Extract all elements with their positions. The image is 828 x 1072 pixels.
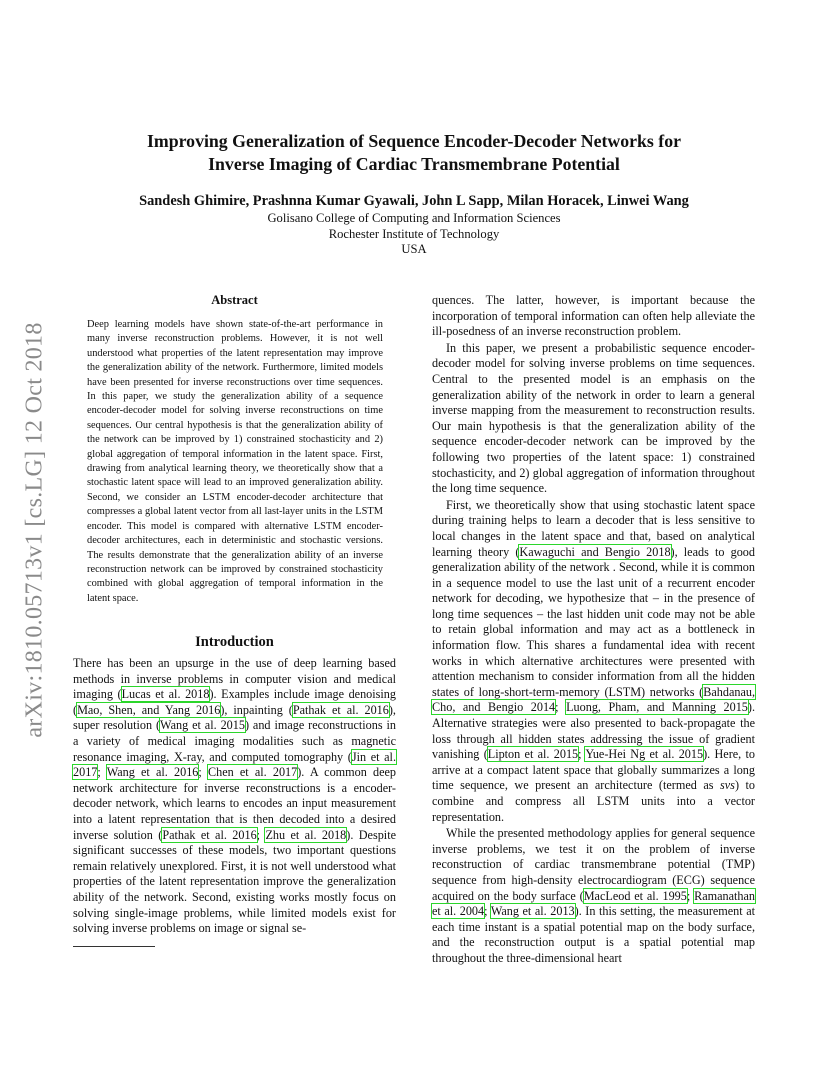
text-run: ). Examples include image denoising ( <box>73 687 396 717</box>
arxiv-stamp <box>15 310 55 750</box>
footnote-rule <box>73 946 155 947</box>
abstract-heading: Abstract <box>211 293 258 307</box>
text-run: ), super resolution ( <box>73 702 396 733</box>
paragraph-contribution: In this paper, we present a probabilistic sequence encoder-decoder model for solving inverse problems on time sequences. Central to the presented model is an emphasis on the generalization ability of the network in order to learn a general inverse mapping from the measurement to reconstruction results. Our main hypothesis is that the generalization ability of the sequence encoder-decoder network can be improved by the following two properties of the latent space: 1) constrained stochasticity, and 2) global aggregation of information throughout the long time sequence. <box>432 340 755 496</box>
citation-link[interactable]: Wang et al. 2015 <box>160 718 245 733</box>
paragraph-hypothesis <box>432 498 755 825</box>
affiliation-institute: Rochester Institute of Technology <box>328 227 500 241</box>
paper-title <box>100 130 728 176</box>
text-run: ; <box>578 747 586 762</box>
affiliation-country: USA <box>401 242 427 256</box>
citation-link[interactable]: Zhu et al. 2018 <box>265 827 347 842</box>
text-run: First, we theoretically show that using stochastic latent space during training helps to learn a decoder that is less sensitive to local changes in the latent space and that, based on analytical learning theory ( <box>432 497 755 559</box>
title-line-2: Inverse Imaging of Cardiac Transmembrane Potential <box>208 154 620 174</box>
citation-link[interactable]: Ramanathan et al. 2004 <box>432 888 755 919</box>
paragraph-application <box>432 826 755 966</box>
text-run: ). In this setting, the measurement at each time instant is a spatial potential map on the body surface, and the reconstruction output is a spatial potential map throughout the three-dimensional heart <box>432 904 756 965</box>
abstract-text: Deep learning models have shown state-of-the-art performance in many inverse reconstruction problems. However, it is not well understood what properties of the latent representation may improve the generalization ability of the network. Furthermore, limited models have been presented for inverse reconstructions over time sequences. In this paper, we study the generalization ability of a sequence encoder-decoder model for solving inverse reconstructions on time sequences. Our central hypothesis is that the generalization ability of the network can be improved by 1) constrained stochasticity and 2) global aggregation of temporal information in the latent space. First, drawing from analytical learning theory, we theoretically show that a stochastic latent space will lead to an improved generalization ability. Second, we consider an LSTM encoder-decoder architecture that compresses a global latent vector from all last-layer units in the LSTM encoder. This model is compared with alternative LSTM encoder-decoder architectures, each in deterministic and stochastic versions. The results demonstrate that the generalization ability of an inverse reconstruction network can be improved by constrained stochasticity combined with global aggregation of temporal information in the latent space. <box>87 319 383 604</box>
title-line-1: Improving Generalization of Sequence Encoder-Decoder Networks for <box>146 131 682 151</box>
text-run: ) to combine and compress all LSTM units into a vector representation. <box>432 778 755 824</box>
introduction-paragraph <box>73 656 396 937</box>
text-run: ). Despite significant successes of these models, two important questions remain relatively unexplored. First, it is not well understood what properties of the latent representation improve the generalization ability of the network. Second, existing works mostly focus on solving single-image problems, while limited models exist for solving inverse problems on image or signal se- <box>73 827 396 936</box>
citation-link[interactable]: Lucas et al. 2018 <box>121 687 210 702</box>
text-run: ; <box>198 765 208 780</box>
citation-link[interactable]: Pathak et al. 2016 <box>292 702 389 717</box>
citation-link[interactable]: Jin et al. 2017 <box>73 749 396 780</box>
text-run: ). A common deep network architecture for inverse reconstructions is a encoder-decoder network, which learns to encodes an input measurement into a latent representation that is then decoded into a desired inverse solution ( <box>73 765 396 842</box>
text-run: ), leads to good generalization ability of the network . Second, while it is common in a sequence model to use the last unit of a recurrent encoder network for decoding, we hypothesize that – in the presence of long time sequences – the last hidden unit code may not be able to retain global information and may act as a bottleneck in information flow. This shares a fundamental idea with recent works in which alternative architectures were presented with attention mechanism to consider information from all the hidden states of long-short-term-memory (LSTM) networks ( <box>432 544 755 699</box>
arxiv-stamp-text: arXiv:1810.05713v1 [cs.LG] 12 Oct 2018 <box>21 322 48 738</box>
text-run: ; <box>555 700 567 715</box>
text-run: ; <box>686 888 695 903</box>
citation-link[interactable]: Wang et al. 2016 <box>106 765 199 780</box>
text-run: There has been an upsurge in the use of deep learning based methods in inverse problems in computer vision and medical imaging ( <box>73 656 396 702</box>
text-run: ), inpainting ( <box>220 702 293 717</box>
citation-link[interactable]: Kawaguchi and Bengio 2018 <box>519 544 671 559</box>
text-run: ; <box>97 765 107 780</box>
text-run: ). Alternative strategies were also presented to back-propagate the loss through all hidden states addressing the issue of gradient vanishing ( <box>432 700 756 762</box>
paragraph-continuation: quences. The latter, however, is important because the incorporation of temporal information can often help alleviate the ill-posedness of an inverse reconstruction problem. <box>432 293 755 339</box>
text-run: ) and image reconstructions in a variety of medical imaging modalities such as magnetic resonance imaging, X-ray, and computed tomography ( <box>73 718 397 764</box>
text-run: While the presented methodology applies for general sequence inverse problems, we test it on the problem of inverse reconstruction of cardiac transmembrane potential (TMP) sequence from high-density electrocardiogram (ECG) sequence acquired on the body surface ( <box>432 826 755 903</box>
text-run: ). Here, to arrive at a compact latent space that globally summarizes a long time sequence, we present an architecture (termed as <box>432 747 755 793</box>
emphasis-svs: svs <box>720 778 735 793</box>
author-list: Sandesh Ghimire, Prashnna Kumar Gyawali, John L Sapp, Milan Horacek, Linwei Wang <box>139 193 689 209</box>
right-column <box>432 293 755 968</box>
citation-link[interactable]: MacLeod et al. 1995 <box>583 888 687 903</box>
citation-link[interactable]: Pathak et al. 2016 <box>162 827 257 842</box>
citation-link[interactable]: Lipton et al. 2015 <box>487 747 579 762</box>
introduction-heading: Introduction <box>195 634 274 650</box>
citation-link[interactable]: Luong, Pham, and Manning 2015 <box>566 700 748 715</box>
affiliation-college: Golisano College of Computing and Information Sciences <box>267 211 561 225</box>
citation-link[interactable]: Wang et al. 2013 <box>490 904 575 919</box>
citation-link[interactable]: Bahdanau, Cho, and Bengio 2014 <box>432 684 755 715</box>
citation-link[interactable]: Mao, Shen, and Yang 2016 <box>77 702 221 717</box>
citation-link[interactable]: Chen et al. 2017 <box>207 765 298 780</box>
text-run: ; <box>256 827 266 842</box>
text-run: ; <box>484 904 491 919</box>
citation-link[interactable]: Yue-Hei Ng et al. 2015 <box>585 747 704 762</box>
